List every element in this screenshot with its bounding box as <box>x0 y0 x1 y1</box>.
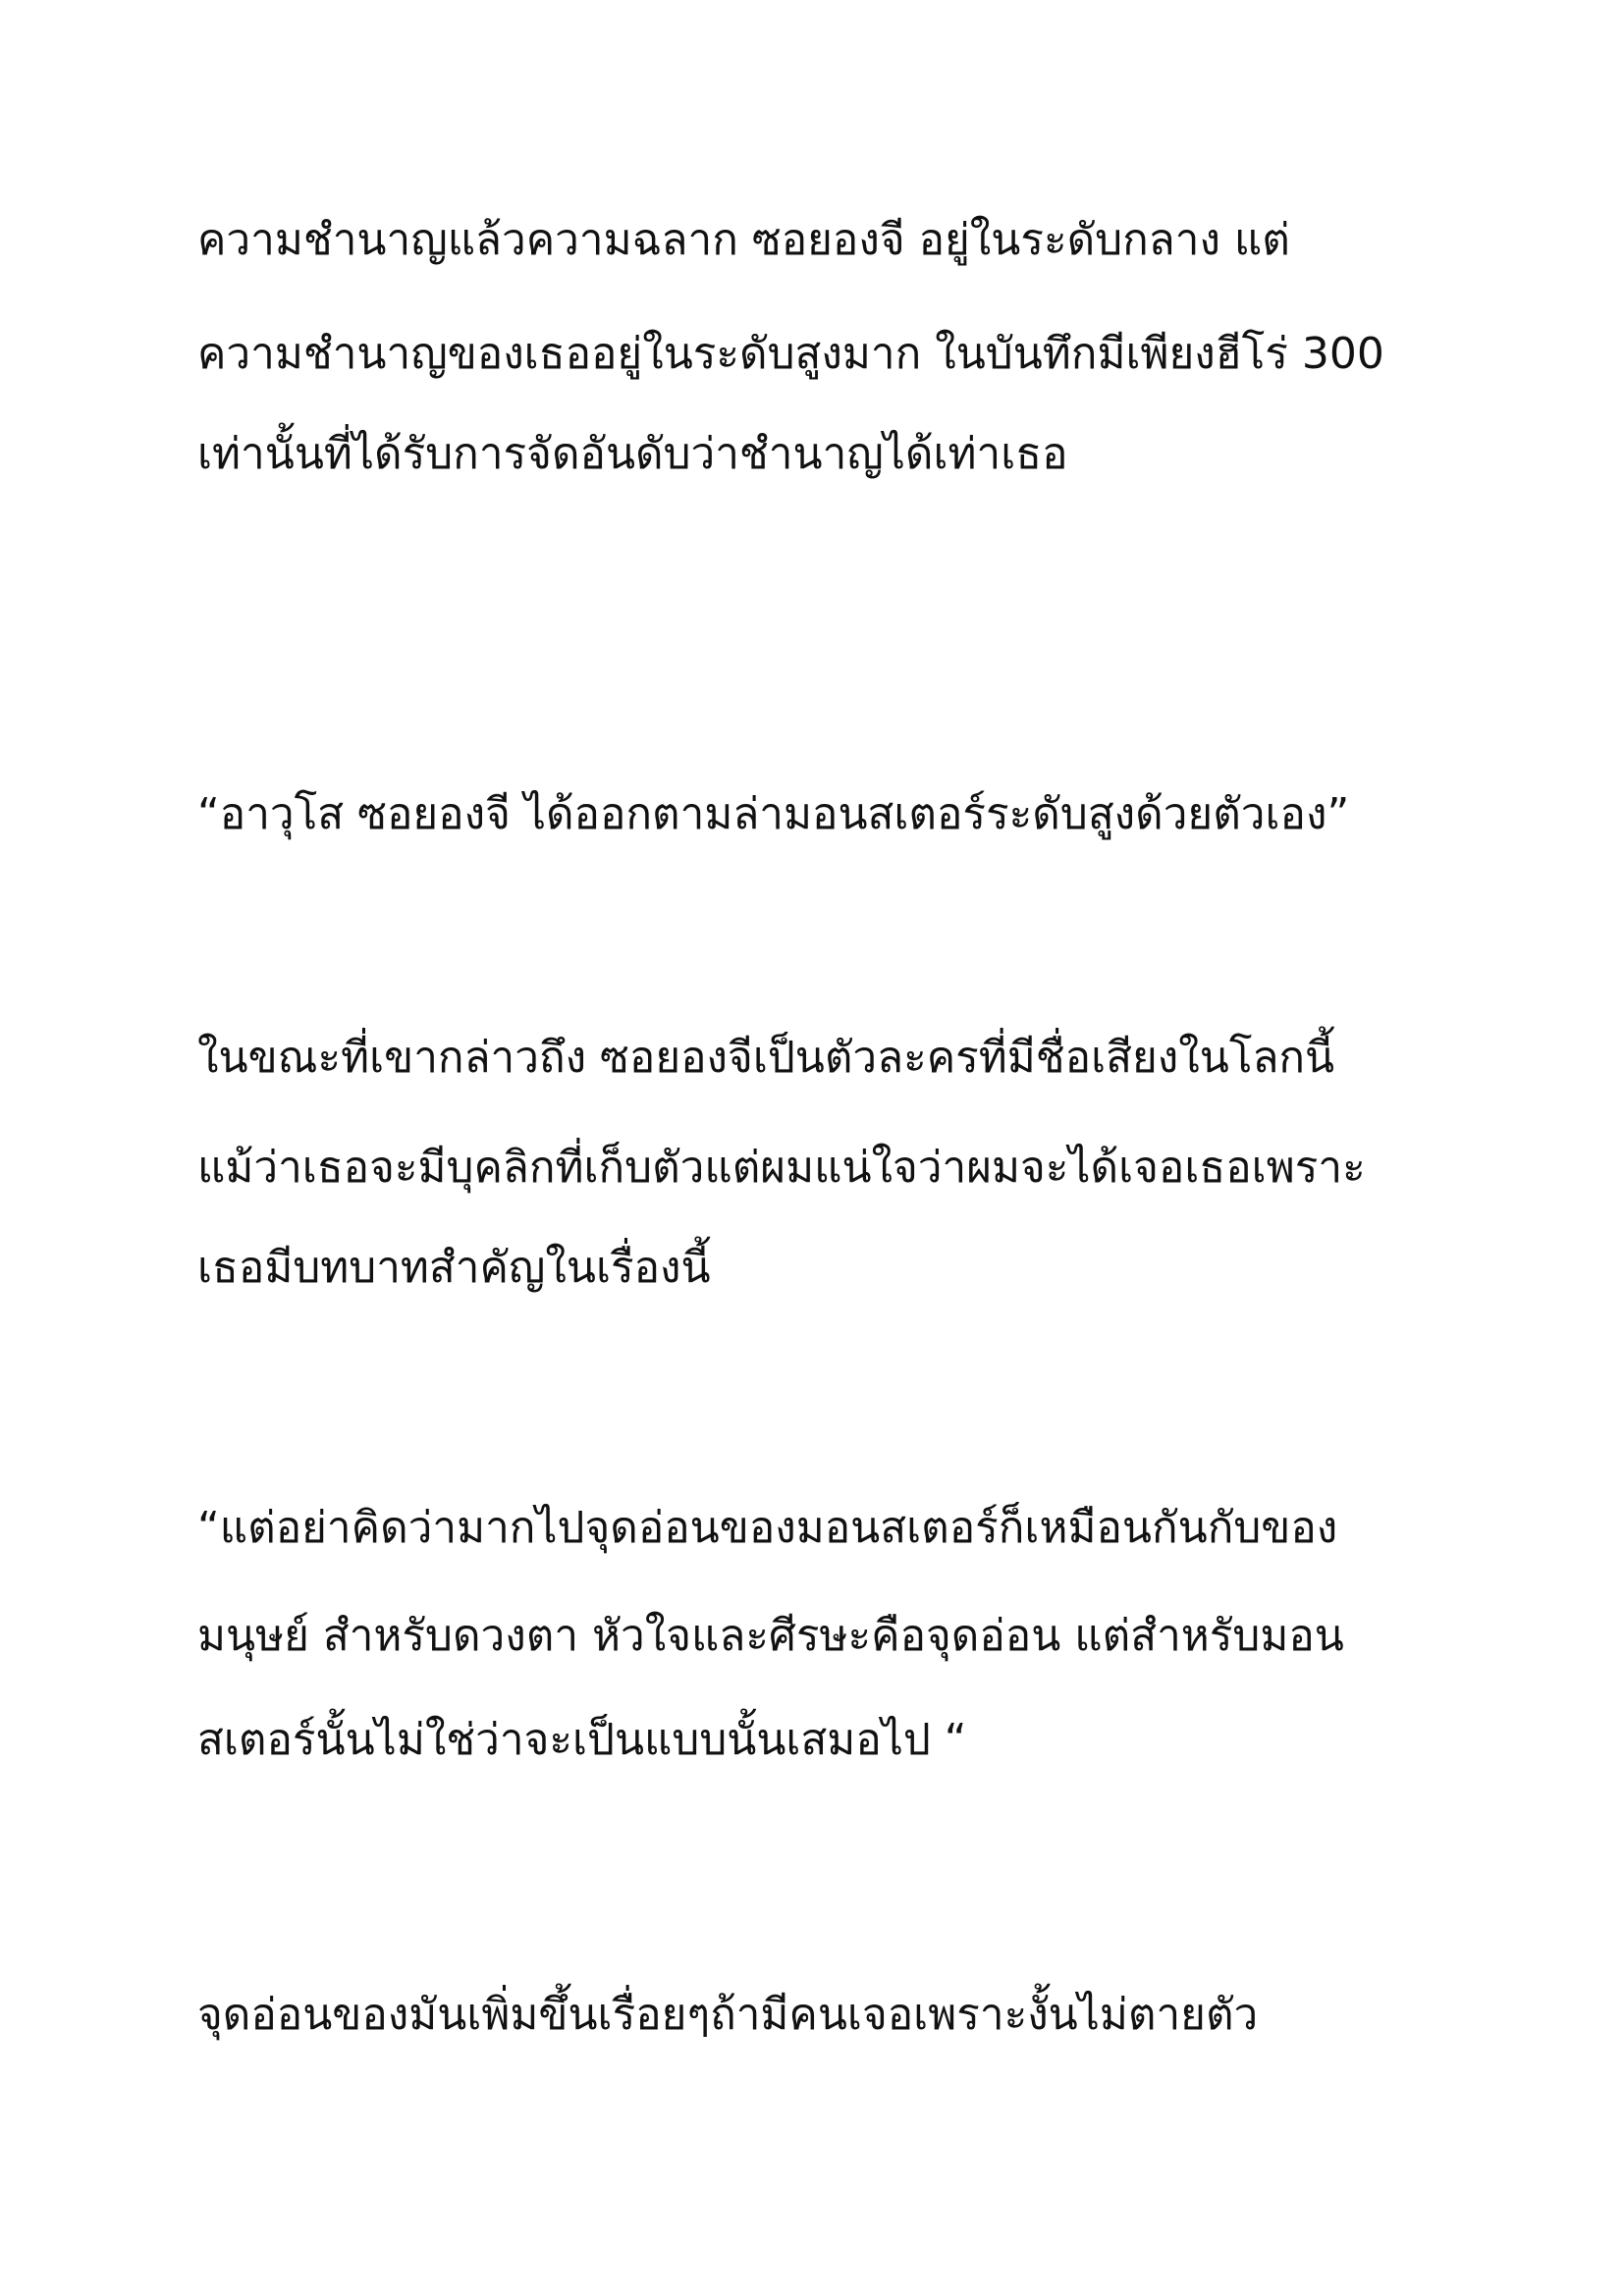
paragraph-4-line-2: มนุษย์ สำหรับดวงตา หัวใจและศีรษะคือจุดอ่อน แต่สำหรับมอน <box>197 1611 1344 1661</box>
paragraph-1-line-2: ความชำนาญของเธออยู่ในระดับสูงมาก ในบันทึกมีเพียงฮีโร่ 300 <box>197 329 1384 379</box>
paragraph-4-line-3: สเตอร์นั้นไม่ใช่ว่าจะเป็นแบบนั้นเสมอไป “ <box>197 1715 967 1765</box>
paragraph-5-line-1: จุดอ่อนของมันเพิ่มขึ้นเรื่อยๆถ้ามีคนเจอเพราะงั้นไม่ตายตัว <box>197 1990 1259 2040</box>
paragraph-3-line-3: เธอมีบทบาทสำคัญในเรื่องนี้ <box>197 1243 711 1293</box>
paragraph-2-line-1: “อาวุโส ซอยองจี ได้ออกตามล่ามอนสเตอร์ระดับสูงด้วยตัวเอง” <box>197 789 1350 839</box>
paragraph-3-line-1: ในขณะที่เขากล่าวถึง ซอยองจีเป็นตัวละครที่มีชื่อเสียงในโลกนี้ <box>197 1033 1335 1083</box>
paragraph-1-line-3: เท่านั้นที่ได้รับการจัดอันดับว่าชำนาญได้เท่าเธอ <box>197 429 1068 479</box>
paragraph-4-line-1: “แต่อย่าคิดว่ามากไปจุดอ่อนของมอนสเตอร์ก็เหมือนกันกับของ <box>197 1503 1338 1553</box>
paragraph-3-line-2: แม้ว่าเธอจะมีบุคลิกที่เก็บตัวแต่ผมแน่ใจว่าผมจะได้เจอเธอเพราะ <box>197 1143 1366 1193</box>
paragraph-1-line-1: ความชำนาญแล้วความฉลาก ซอยองจี อยู่ในระดับกลาง แต่ <box>197 215 1290 265</box>
